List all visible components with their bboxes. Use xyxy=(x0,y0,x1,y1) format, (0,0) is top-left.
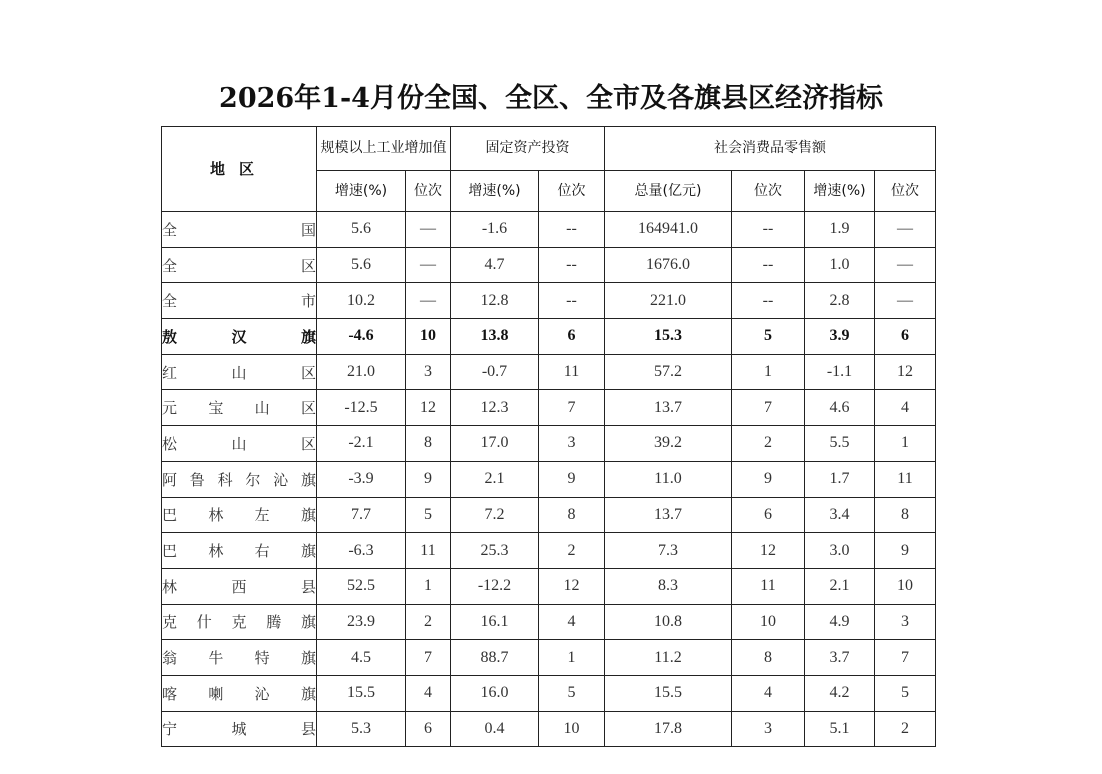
inv-growth-cell: 0.4 xyxy=(451,711,539,747)
region-name: 喀 喇 沁 旗 xyxy=(162,684,316,703)
table-row xyxy=(162,640,936,676)
retail-rank-cell: 9 xyxy=(875,533,936,569)
retail-total-rank-cell: -- xyxy=(732,247,805,283)
inv-rank-cell: -- xyxy=(539,247,605,283)
region-column-header: 地区 xyxy=(162,127,317,212)
retail-total-cell: 17.8 xyxy=(605,711,732,747)
retail-total-rank-cell: 8 xyxy=(732,640,805,676)
ind-rank-cell: — xyxy=(406,283,451,319)
retail-rank-cell: 8 xyxy=(875,497,936,533)
table-row xyxy=(162,711,936,747)
inv-rank-cell: 6 xyxy=(539,319,605,355)
retail-total-rank-cell: 5 xyxy=(732,319,805,355)
region-cell xyxy=(162,461,317,497)
retail-rank-cell: 4 xyxy=(875,390,936,426)
retail-growth-cell: 4.6 xyxy=(805,390,875,426)
region-name: 全 市 xyxy=(162,292,316,311)
retail-total-rank-cell: 10 xyxy=(732,604,805,640)
retail-rank-cell: 5 xyxy=(875,675,936,711)
ind-growth-cell: 5.3 xyxy=(317,711,406,747)
retail-growth-cell: 3.0 xyxy=(805,533,875,569)
table-row xyxy=(162,533,936,569)
retail-total-rank-cell: 4 xyxy=(732,675,805,711)
investment-group-header: 固定资产投资 xyxy=(451,127,605,171)
inv-growth-cell: 2.1 xyxy=(451,461,539,497)
inv-growth-cell: 25.3 xyxy=(451,533,539,569)
inv-growth-cell: -0.7 xyxy=(451,354,539,390)
table-row xyxy=(162,283,936,319)
ind-growth-cell: 10.2 xyxy=(317,283,406,319)
region-name: 巴 林 左 旗 xyxy=(162,506,316,525)
retail-total-rank-cell: 12 xyxy=(732,533,805,569)
region-cell xyxy=(162,212,317,248)
region-cell xyxy=(162,247,317,283)
retail-growth-cell: 2.8 xyxy=(805,283,875,319)
inv-growth-cell: -1.6 xyxy=(451,212,539,248)
ind-growth-cell: -12.5 xyxy=(317,390,406,426)
industry-rank-header: 位次 xyxy=(406,171,451,212)
retail-total-cell: 11.0 xyxy=(605,461,732,497)
inv-rank-cell: 12 xyxy=(539,568,605,604)
retail-total-cell: 57.2 xyxy=(605,354,732,390)
region-cell xyxy=(162,319,317,355)
region-name: 宁 城 县 xyxy=(162,720,316,739)
ind-rank-cell: 12 xyxy=(406,390,451,426)
inv-rank-cell: -- xyxy=(539,283,605,319)
table-row xyxy=(162,497,936,533)
retail-total-cell: 11.2 xyxy=(605,640,732,676)
inv-growth-cell: -12.2 xyxy=(451,568,539,604)
ind-growth-cell: -2.1 xyxy=(317,426,406,462)
retail-total-rank-cell: 3 xyxy=(732,711,805,747)
table-row xyxy=(162,212,936,248)
inv-growth-cell: 7.2 xyxy=(451,497,539,533)
inv-growth-cell: 16.0 xyxy=(451,675,539,711)
ind-growth-cell: 21.0 xyxy=(317,354,406,390)
table-body xyxy=(162,212,936,747)
investment-growth-header: 增速(%) xyxy=(451,171,539,212)
inv-growth-cell: 88.7 xyxy=(451,640,539,676)
inv-rank-cell: 7 xyxy=(539,390,605,426)
inv-growth-cell: 12.8 xyxy=(451,283,539,319)
retail-rank-cell: 10 xyxy=(875,568,936,604)
retail-rank-cell: 6 xyxy=(875,319,936,355)
region-cell xyxy=(162,711,317,747)
ind-rank-cell: 11 xyxy=(406,533,451,569)
retail-total-cell: 13.7 xyxy=(605,390,732,426)
region-cell xyxy=(162,604,317,640)
table-row xyxy=(162,354,936,390)
region-cell xyxy=(162,390,317,426)
inv-rank-cell: 5 xyxy=(539,675,605,711)
retail-rank-cell: — xyxy=(875,283,936,319)
region-cell xyxy=(162,497,317,533)
retail-rank-cell: 3 xyxy=(875,604,936,640)
ind-growth-cell: -4.6 xyxy=(317,319,406,355)
ind-rank-cell: — xyxy=(406,212,451,248)
ind-rank-cell: 10 xyxy=(406,319,451,355)
region-cell xyxy=(162,640,317,676)
region-name: 全 区 xyxy=(162,256,316,275)
inv-rank-cell: 11 xyxy=(539,354,605,390)
retail-growth-cell: -1.1 xyxy=(805,354,875,390)
ind-growth-cell: 4.5 xyxy=(317,640,406,676)
region-cell xyxy=(162,568,317,604)
region-name: 巴 林 右 旗 xyxy=(162,542,316,561)
region-cell xyxy=(162,675,317,711)
ind-growth-cell: 15.5 xyxy=(317,675,406,711)
region-name: 全 国 xyxy=(162,220,316,239)
region-name: 翁 牛 特 旗 xyxy=(162,649,316,668)
industry-group-header: 规模以上工业增加值 xyxy=(317,127,451,171)
ind-rank-cell: 5 xyxy=(406,497,451,533)
retail-growth-cell: 1.7 xyxy=(805,461,875,497)
retail-growth-cell: 5.1 xyxy=(805,711,875,747)
retail-total-cell: 164941.0 xyxy=(605,212,732,248)
investment-rank-header: 位次 xyxy=(539,171,605,212)
ind-growth-cell: 52.5 xyxy=(317,568,406,604)
retail-growth-cell: 5.5 xyxy=(805,426,875,462)
retail-rank-cell: 7 xyxy=(875,640,936,676)
retail-growth-cell: 3.7 xyxy=(805,640,875,676)
ind-rank-cell: 2 xyxy=(406,604,451,640)
ind-growth-cell: 5.6 xyxy=(317,247,406,283)
retail-total-header: 总量(亿元) xyxy=(605,171,732,212)
retail-total-cell: 7.3 xyxy=(605,533,732,569)
table-row xyxy=(162,568,936,604)
retail-total-rank-cell: 11 xyxy=(732,568,805,604)
retail-growth-cell: 4.2 xyxy=(805,675,875,711)
region-cell xyxy=(162,283,317,319)
table-row xyxy=(162,604,936,640)
inv-rank-cell: 4 xyxy=(539,604,605,640)
retail-growth-cell: 1.0 xyxy=(805,247,875,283)
ind-growth-cell: 7.7 xyxy=(317,497,406,533)
ind-growth-cell: -3.9 xyxy=(317,461,406,497)
retail-total-cell: 13.7 xyxy=(605,497,732,533)
retail-group-header: 社会消费品零售额 xyxy=(605,127,936,171)
inv-rank-cell: 10 xyxy=(539,711,605,747)
retail-total-cell: 39.2 xyxy=(605,426,732,462)
retail-total-cell: 8.3 xyxy=(605,568,732,604)
retail-growth-cell: 3.9 xyxy=(805,319,875,355)
inv-rank-cell: 2 xyxy=(539,533,605,569)
document-title: 2026年1-4月份全国、全区、全市及各旗县区经济指标 xyxy=(219,83,883,114)
inv-rank-cell: 8 xyxy=(539,497,605,533)
table-row xyxy=(162,461,936,497)
inv-growth-cell: 16.1 xyxy=(451,604,539,640)
ind-rank-cell: 7 xyxy=(406,640,451,676)
table-row xyxy=(162,319,936,355)
retail-growth-cell: 1.9 xyxy=(805,212,875,248)
ind-rank-cell: 6 xyxy=(406,711,451,747)
region-name: 松 山 区 xyxy=(162,434,316,453)
ind-growth-cell: 5.6 xyxy=(317,212,406,248)
inv-rank-cell: 1 xyxy=(539,640,605,676)
ind-rank-cell: 4 xyxy=(406,675,451,711)
region-cell xyxy=(162,533,317,569)
inv-growth-cell: 12.3 xyxy=(451,390,539,426)
retail-rank-cell: 11 xyxy=(875,461,936,497)
ind-rank-cell: 8 xyxy=(406,426,451,462)
retail-total-cell: 1676.0 xyxy=(605,247,732,283)
retail-rank-header: 位次 xyxy=(875,171,936,212)
retail-total-rank-cell: -- xyxy=(732,212,805,248)
retail-growth-cell: 4.9 xyxy=(805,604,875,640)
table-row xyxy=(162,390,936,426)
region-name: 阿 鲁 科 尔 沁 旗 xyxy=(162,470,316,489)
ind-rank-cell: 3 xyxy=(406,354,451,390)
region-name: 敖 汉 旗 xyxy=(162,327,316,346)
retail-total-rank-cell: 1 xyxy=(732,354,805,390)
retail-rank-cell: 1 xyxy=(875,426,936,462)
table-row xyxy=(162,675,936,711)
retail-rank-cell: 12 xyxy=(875,354,936,390)
region-cell xyxy=(162,354,317,390)
region-cell xyxy=(162,426,317,462)
ind-rank-cell: 9 xyxy=(406,461,451,497)
inv-rank-cell: 9 xyxy=(539,461,605,497)
ind-rank-cell: — xyxy=(406,247,451,283)
economic-indicators-table xyxy=(161,126,936,747)
retail-total-rank-cell: 6 xyxy=(732,497,805,533)
retail-total-cell: 221.0 xyxy=(605,283,732,319)
retail-total-rank-cell: 7 xyxy=(732,390,805,426)
table-row xyxy=(162,247,936,283)
region-name: 元 宝 山 区 xyxy=(162,399,316,418)
inv-growth-cell: 4.7 xyxy=(451,247,539,283)
inv-growth-cell: 17.0 xyxy=(451,426,539,462)
ind-growth-cell: -6.3 xyxy=(317,533,406,569)
retail-total-rank-cell: 9 xyxy=(732,461,805,497)
ind-rank-cell: 1 xyxy=(406,568,451,604)
retail-total-rank-cell: 2 xyxy=(732,426,805,462)
retail-rank-cell: — xyxy=(875,212,936,248)
retail-rank-cell: — xyxy=(875,247,936,283)
retail-growth-cell: 3.4 xyxy=(805,497,875,533)
table-row xyxy=(162,426,936,462)
inv-rank-cell: 3 xyxy=(539,426,605,462)
inv-growth-cell: 13.8 xyxy=(451,319,539,355)
industry-growth-header: 增速(%) xyxy=(317,171,406,212)
retail-growth-cell: 2.1 xyxy=(805,568,875,604)
region-name: 克 什 克 腾 旗 xyxy=(162,613,316,632)
retail-total-rank-header: 位次 xyxy=(732,171,805,212)
inv-rank-cell: -- xyxy=(539,212,605,248)
retail-rank-cell: 2 xyxy=(875,711,936,747)
retail-total-cell: 15.5 xyxy=(605,675,732,711)
retail-total-cell: 15.3 xyxy=(605,319,732,355)
retail-total-cell: 10.8 xyxy=(605,604,732,640)
region-name: 红 山 区 xyxy=(162,363,316,382)
retail-total-rank-cell: -- xyxy=(732,283,805,319)
ind-growth-cell: 23.9 xyxy=(317,604,406,640)
retail-growth-header: 增速(%) xyxy=(805,171,875,212)
region-name: 林 西 县 xyxy=(162,577,316,596)
